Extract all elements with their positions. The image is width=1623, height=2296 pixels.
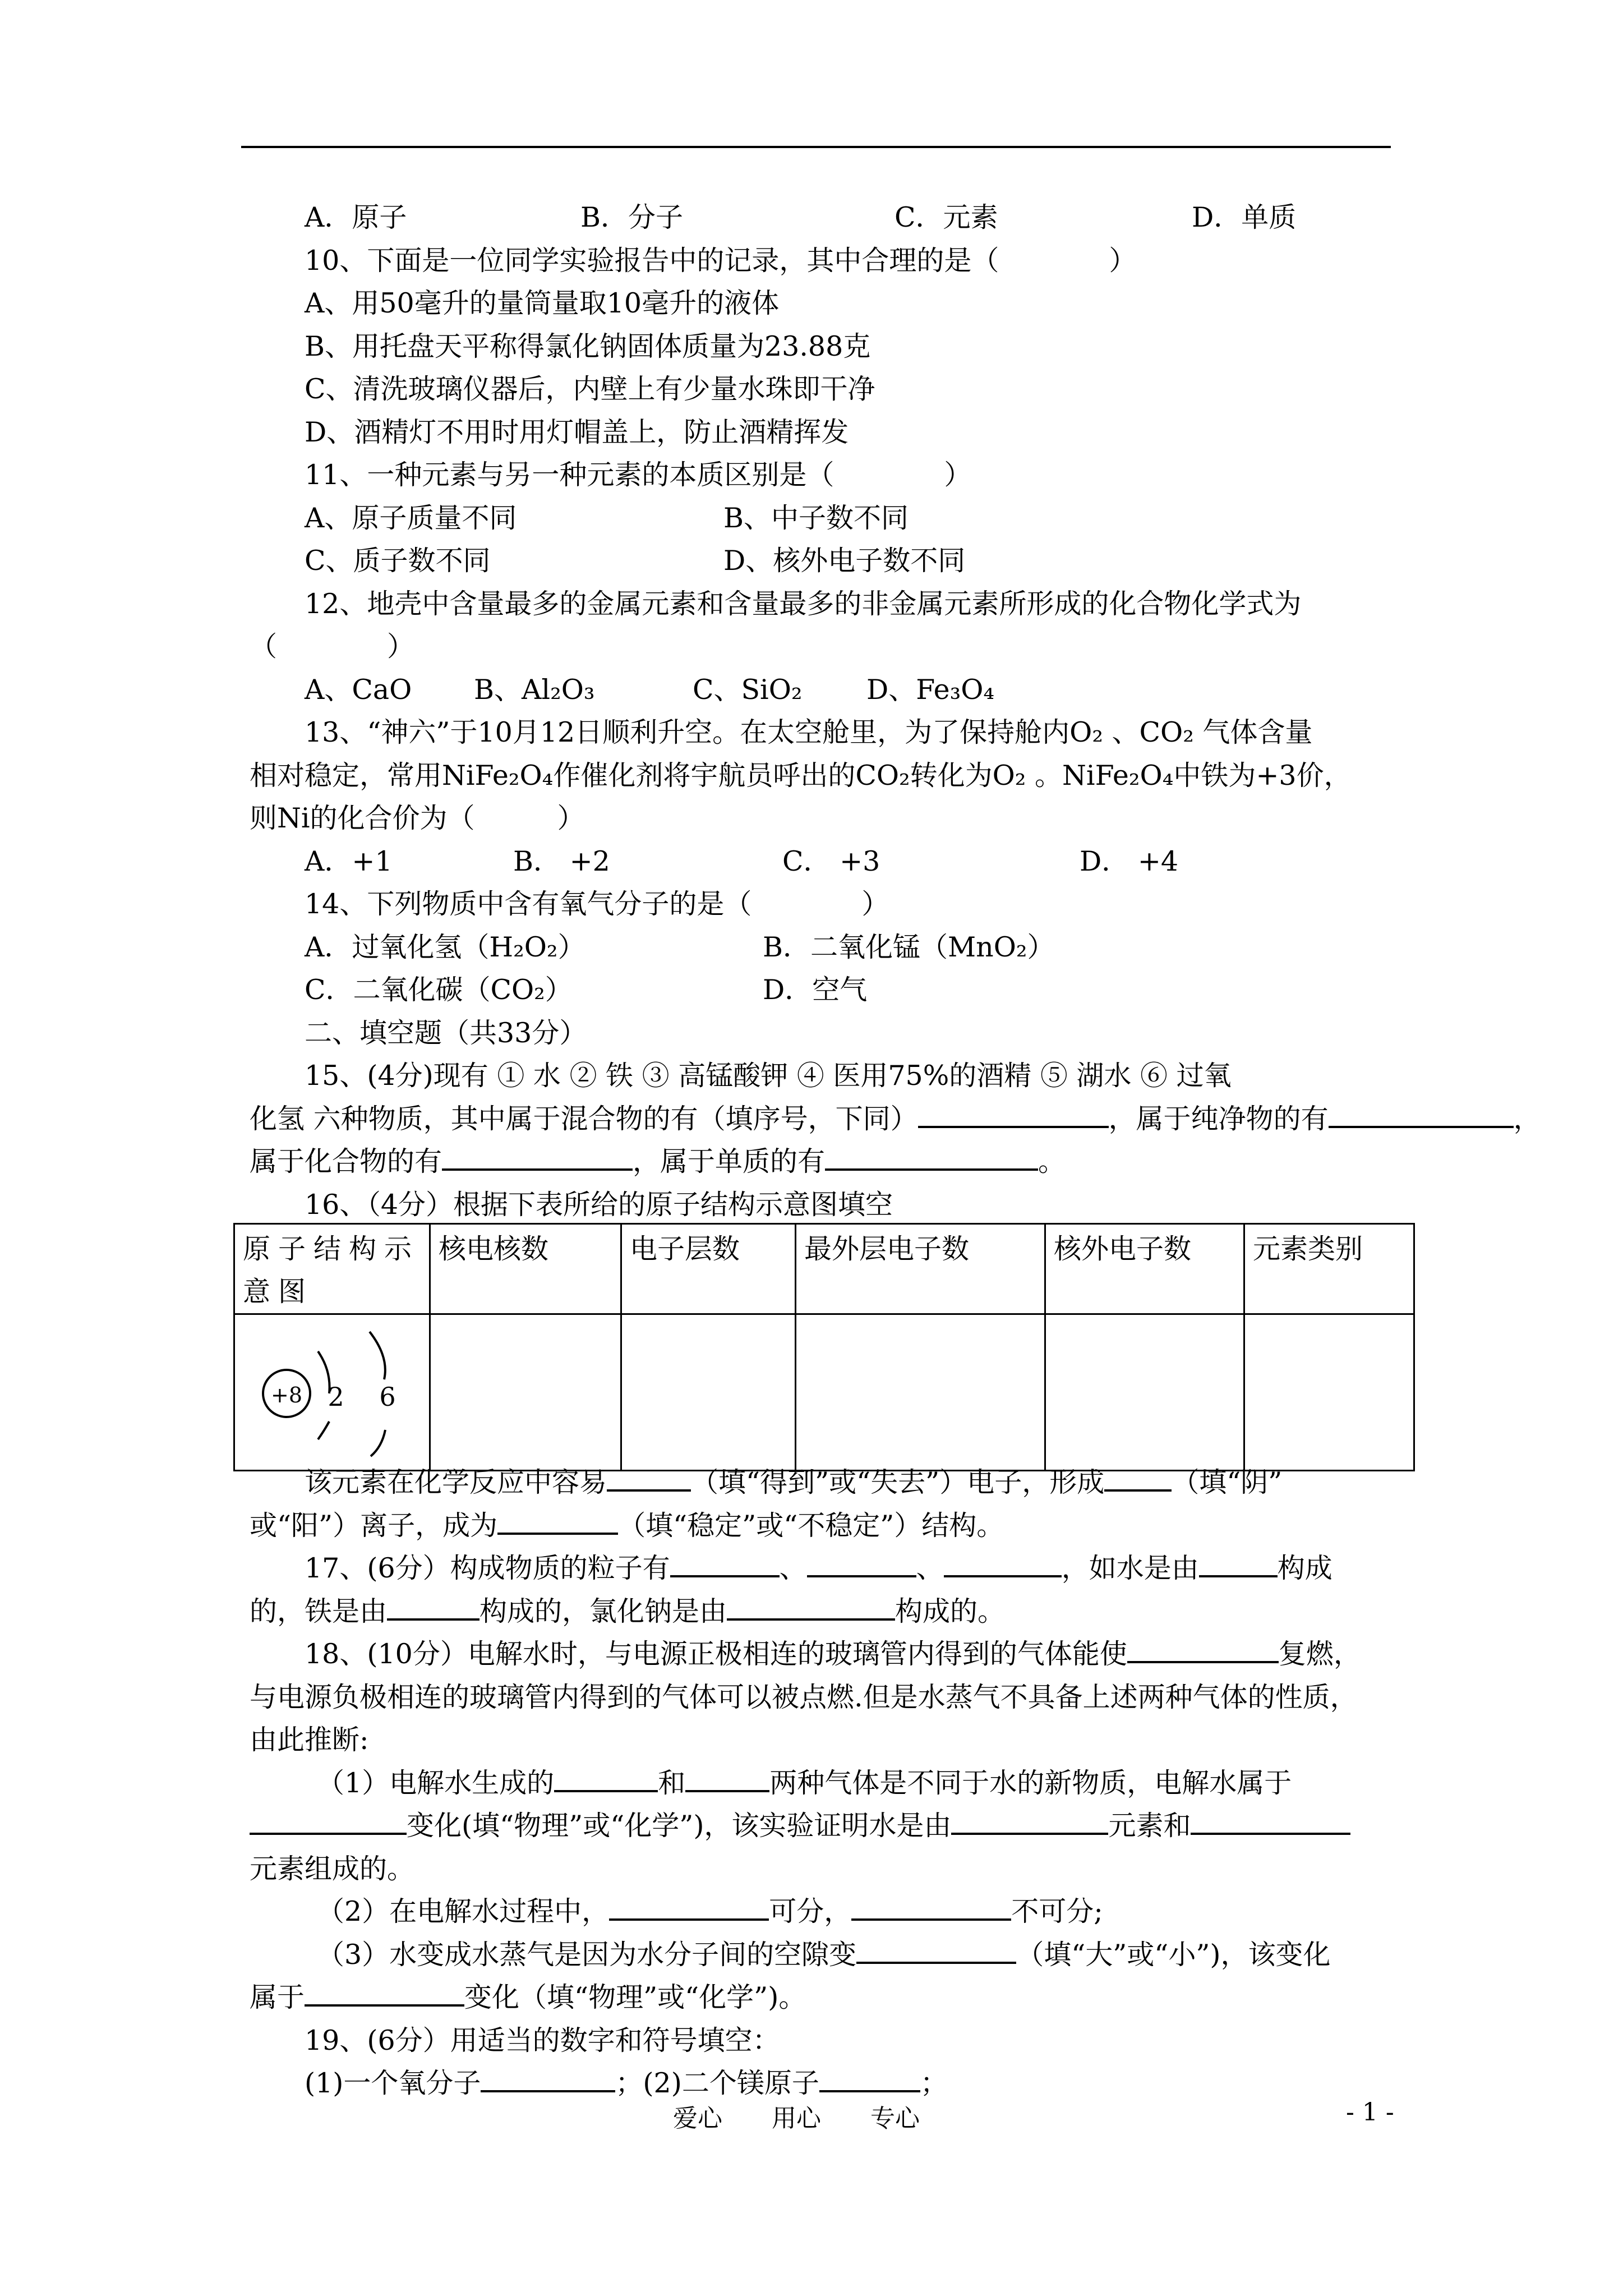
q18-p3-hint: （填“大”或“小”)，该变化 [1016, 1938, 1331, 1971]
q17-text-water: ，如水是由 [1061, 1552, 1199, 1584]
q17-text-compose: 构成 [1277, 1552, 1332, 1584]
q14-option-b: B．二氧化锰（MnO₂） [763, 931, 1055, 963]
q12-paren: （ ） [250, 631, 415, 662]
outer-shell-arc-top [370, 1332, 385, 1379]
q18-blank-rekindle[interactable] [1127, 1635, 1279, 1663]
q9-option-a: A．原子 [305, 201, 407, 233]
q17-blank-water[interactable] [1199, 1549, 1278, 1577]
q15-blank-elements[interactable] [825, 1143, 1038, 1171]
q18-part3-line1 [250, 1934, 1399, 1977]
q18-line2: 与电源负极相连的玻璃管内得到的气体可以被点燃.但是水蒸气不具备上述两种气体的性质， [250, 1681, 1358, 1713]
q15-text-pure: ，属于纯净物的有 [1108, 1102, 1329, 1135]
q16-text-structure: （填“稳定”或“不稳定”）结构。 [618, 1509, 1004, 1542]
q14-options-row2 [250, 969, 1399, 1012]
q17-text-end: 构成的。 [895, 1595, 1006, 1627]
q13-option-c: C． +3 [782, 845, 880, 877]
q11-option-a: A、原子质量不同 [305, 501, 517, 534]
q10-option-d: D、酒精灯不用时用灯帽盖上，防止酒精挥发 [305, 416, 849, 448]
inner-shell-electrons: 2 [328, 1382, 344, 1412]
q18-blank-element1[interactable] [951, 1807, 1108, 1835]
q11-option-b: B、中子数不同 [723, 501, 909, 534]
q17-text-iron: 的，铁是由 [250, 1595, 388, 1627]
q18-blank-gap[interactable] [856, 1936, 1016, 1964]
q10-stem: 10、下面是一位同学实验报告中的记录，其中合理的是（ ） [305, 244, 1137, 277]
q19-blank-oxygen[interactable] [481, 2064, 615, 2092]
q15-comma: ， [1513, 1102, 1541, 1135]
q14-options-row1 [250, 926, 1399, 969]
q16-after-line2 [250, 1504, 1399, 1548]
q16-blank-gain-lose[interactable] [607, 1464, 691, 1492]
q15-line1: 15、(4分)现有 ① 水 ② 铁 ③ 高锰酸钾 ④ 医用75%的酒精 ⑤ 湖水 ⑥ 过氧 [305, 1060, 1232, 1092]
q15-text-compounds: 属于化合物的有 [250, 1145, 442, 1177]
inner-shell-arc-bottom [318, 1421, 329, 1439]
q16-blank-ion-type[interactable] [1104, 1464, 1172, 1492]
q18-line1 [250, 1633, 1399, 1676]
q18-line3: 由此推断: [250, 1724, 369, 1756]
q13-options [250, 840, 1399, 884]
q9-option-c: C．元素 [895, 201, 998, 233]
q14-option-c: C．二氧化碳（CO₂） [305, 974, 573, 1006]
q12-option-b: B、Al₂O₃ [474, 673, 595, 706]
q14-option-d: D．空气 [763, 974, 868, 1006]
q18-p1-text-belongs: 两种气体是不同于水的新物质，电解水属于 [769, 1766, 1292, 1799]
q17-sep-1: 、 [779, 1552, 807, 1584]
q11-option-d: D、核外电子数不同 [723, 545, 966, 577]
q11-option-c: C、质子数不同 [305, 545, 491, 577]
q16-after-line1 [250, 1461, 1399, 1504]
q17-blank-2[interactable] [807, 1549, 916, 1577]
header-shell-count: 电子层数 [621, 1224, 796, 1314]
q18-part1-line3: 元素组成的。 [250, 1852, 415, 1885]
q11-stem: 11、一种元素与另一种元素的本质区别是（ ） [305, 459, 972, 491]
q13-option-b: B． +2 [513, 845, 610, 877]
q19-blank-mg[interactable] [819, 2064, 920, 2092]
q16-stem: 16、（4分）根据下表所给的原子结构示意图填空 [305, 1188, 893, 1221]
q12-option-d: D、Fe₃O₄ [866, 673, 995, 706]
q9-options [250, 196, 1399, 240]
q12-option-a: A、CaO [305, 673, 412, 706]
q17-blank-3[interactable] [944, 1549, 1062, 1577]
header-nuclear-charge: 核电核数 [430, 1224, 621, 1314]
q13-option-a: A．+1 [305, 845, 393, 877]
q18-part1-line1 [250, 1762, 1399, 1805]
q18-p2-indivisible: 不可分; [1011, 1895, 1103, 1927]
q18-blank-change-type[interactable] [250, 1807, 407, 1835]
header-total-electrons: 核外电子数 [1045, 1224, 1244, 1314]
q11-options-row2 [250, 540, 1399, 583]
header-element-type: 元素类别 [1244, 1224, 1414, 1314]
q18-blank-element2[interactable] [1191, 1807, 1350, 1835]
q12-option-c: C、SiO₂ [693, 673, 803, 706]
q11-options-row1 [250, 497, 1399, 540]
section-fill-in-title: 二、填空题（共33分） [305, 1016, 587, 1049]
q10-option-b: B、用托盘天平称得氯化钠固体质量为23.88克 [305, 330, 871, 362]
q16-text-form: （填“得到”或“失去”）电子，形成 [691, 1466, 1105, 1498]
q18-p3-text: （3）水变成水蒸气是因为水分子间的空隙变 [317, 1938, 857, 1971]
table-header-row [234, 1224, 1414, 1314]
q18-text-rekindle: 复燃， [1278, 1638, 1361, 1670]
header-outer-electrons: 最外层电子数 [796, 1224, 1045, 1314]
q15-blank-compounds[interactable] [442, 1143, 633, 1171]
atom-structure-table [233, 1223, 1415, 1471]
q18-part1-line2 [250, 1805, 1399, 1848]
q10-option-a: A、用50毫升的量筒量取10毫升的液体 [305, 287, 780, 319]
question-content [250, 196, 1541, 1226]
q18-part2 [250, 1890, 1399, 1934]
q17-text-particles: 17、(6分）构成物质的粒子有 [305, 1552, 670, 1584]
q15-blank-mixtures[interactable] [918, 1100, 1109, 1128]
q18-blank-divisible[interactable] [609, 1893, 769, 1921]
q15-text-elements: ，属于单质的有 [633, 1145, 826, 1177]
q17-text-nacl: 构成的，氯化钠是由 [479, 1595, 727, 1627]
table-answer-row [234, 1314, 1414, 1471]
q18-blank-indivisible[interactable] [851, 1893, 1011, 1921]
q19-stem: 19、(6分）用适当的数字和符号填空： [305, 2024, 780, 2056]
atom-diagram-cell [234, 1314, 430, 1471]
answer-outer-electrons[interactable] [796, 1314, 1045, 1471]
q9-option-b: B．分子 [580, 201, 684, 233]
q12-stem: 12、地壳中含量最多的金属元素和含量最多的非金属元素所形成的化合物化学式为 [305, 587, 1302, 620]
q15-blank-pure[interactable] [1329, 1100, 1514, 1128]
q9-option-d: D．单质 [1192, 201, 1297, 233]
q19-text-mg-atoms: ；(2)二个镁原子 [615, 2067, 819, 2099]
question-content-lower [250, 1461, 1399, 2105]
q15-line2 [250, 1098, 1541, 1141]
q19-text-oxygen-molecule: (1)一个氧分子 [305, 2067, 481, 2099]
q16-text-hint: （填“阴” [1172, 1466, 1283, 1498]
oxygen-atom-diagram [235, 1315, 429, 1466]
q13-line3: 则Ni的化合价为（ ） [250, 802, 585, 834]
outer-shell-electrons: 6 [379, 1382, 396, 1412]
q15-period: 。 [1038, 1145, 1066, 1177]
q17-line2 [250, 1590, 1399, 1634]
q18-p1-text-element-and: 元素和 [1108, 1810, 1191, 1842]
q14-stem: 14、下列物质中含有氧气分子的是（ ） [305, 888, 889, 920]
q18-p2-text: （2）在电解水过程中， [317, 1895, 610, 1927]
q18-p3-change: 变化（填“物理”或“化学”)。 [464, 1981, 806, 2013]
nucleus-charge: +8 [270, 1383, 303, 1407]
header-diagram: 原子结构示意图 [234, 1224, 430, 1314]
q17-blank-nacl[interactable] [727, 1593, 895, 1621]
q13-option-d: D． +4 [1080, 845, 1179, 877]
q16-text-tend: 该元素在化学反应中容易 [305, 1466, 607, 1498]
q10-option-c: C、清洗玻璃仪器后，内壁上有少量水珠即干净 [305, 373, 875, 405]
footer-motto: 爱心 用心 专心 [673, 2104, 920, 2133]
answer-total-electrons[interactable] [1045, 1314, 1244, 1471]
q18-p1-and: 和 [658, 1766, 686, 1799]
q13-line2: 相对稳定，常用NiFe₂O₄作催化剂将宇航员呼出的CO₂转化为O₂ 。NiFe₂O₄中铁为+3价， [250, 759, 1352, 792]
q18-part3-line2 [250, 1976, 1399, 2019]
q18-blank-gas1[interactable] [554, 1764, 658, 1792]
q18-text-positive: 18、(10分）电解水时，与电源正极相连的玻璃管内得到的气体能使 [305, 1638, 1127, 1670]
outer-shell-arc-bottom [371, 1430, 385, 1456]
q17-blank-iron[interactable] [387, 1593, 479, 1621]
q18-blank-gas2[interactable] [685, 1764, 769, 1792]
q18-p2-divisible: 可分， [769, 1895, 852, 1927]
answer-shell-count[interactable] [621, 1314, 796, 1471]
answer-nuclear-charge[interactable] [430, 1314, 621, 1471]
q17-sep-2: 、 [916, 1552, 944, 1584]
q16-blank-stability[interactable] [497, 1507, 618, 1535]
answer-element-type[interactable] [1244, 1314, 1414, 1471]
header-rule [241, 146, 1391, 148]
q18-blank-change-type2[interactable] [305, 1978, 464, 2007]
q16-text-become: 或“阳”）离子，成为 [250, 1509, 498, 1542]
q18-p3-belongs: 属于 [250, 1981, 305, 2013]
q17-line1 [250, 1547, 1399, 1590]
q12-options [250, 669, 1399, 712]
q19-semicolon: ； [920, 2067, 948, 2099]
q18-p1-text-proves: 变化(填“物理”或“化学”)，该实验证明水是由 [407, 1810, 952, 1842]
q14-option-a: A．过氧化氢（H₂O₂） [305, 931, 585, 963]
q13-line1: 13、“神六”于10月12日顺利升空。在太空舱里，为了保持舱内O₂ 、CO₂ 气体含量 [305, 716, 1313, 748]
q15-text-mixtures: 化氢 六种物质，其中属于混合物的有（填序号，下同） [250, 1102, 918, 1135]
q17-blank-1[interactable] [670, 1549, 780, 1577]
page-number: - 1 - [1346, 2098, 1394, 2127]
q15-line3 [250, 1140, 1399, 1184]
q18-p1-text-generate: （1）电解水生成的 [317, 1766, 555, 1799]
